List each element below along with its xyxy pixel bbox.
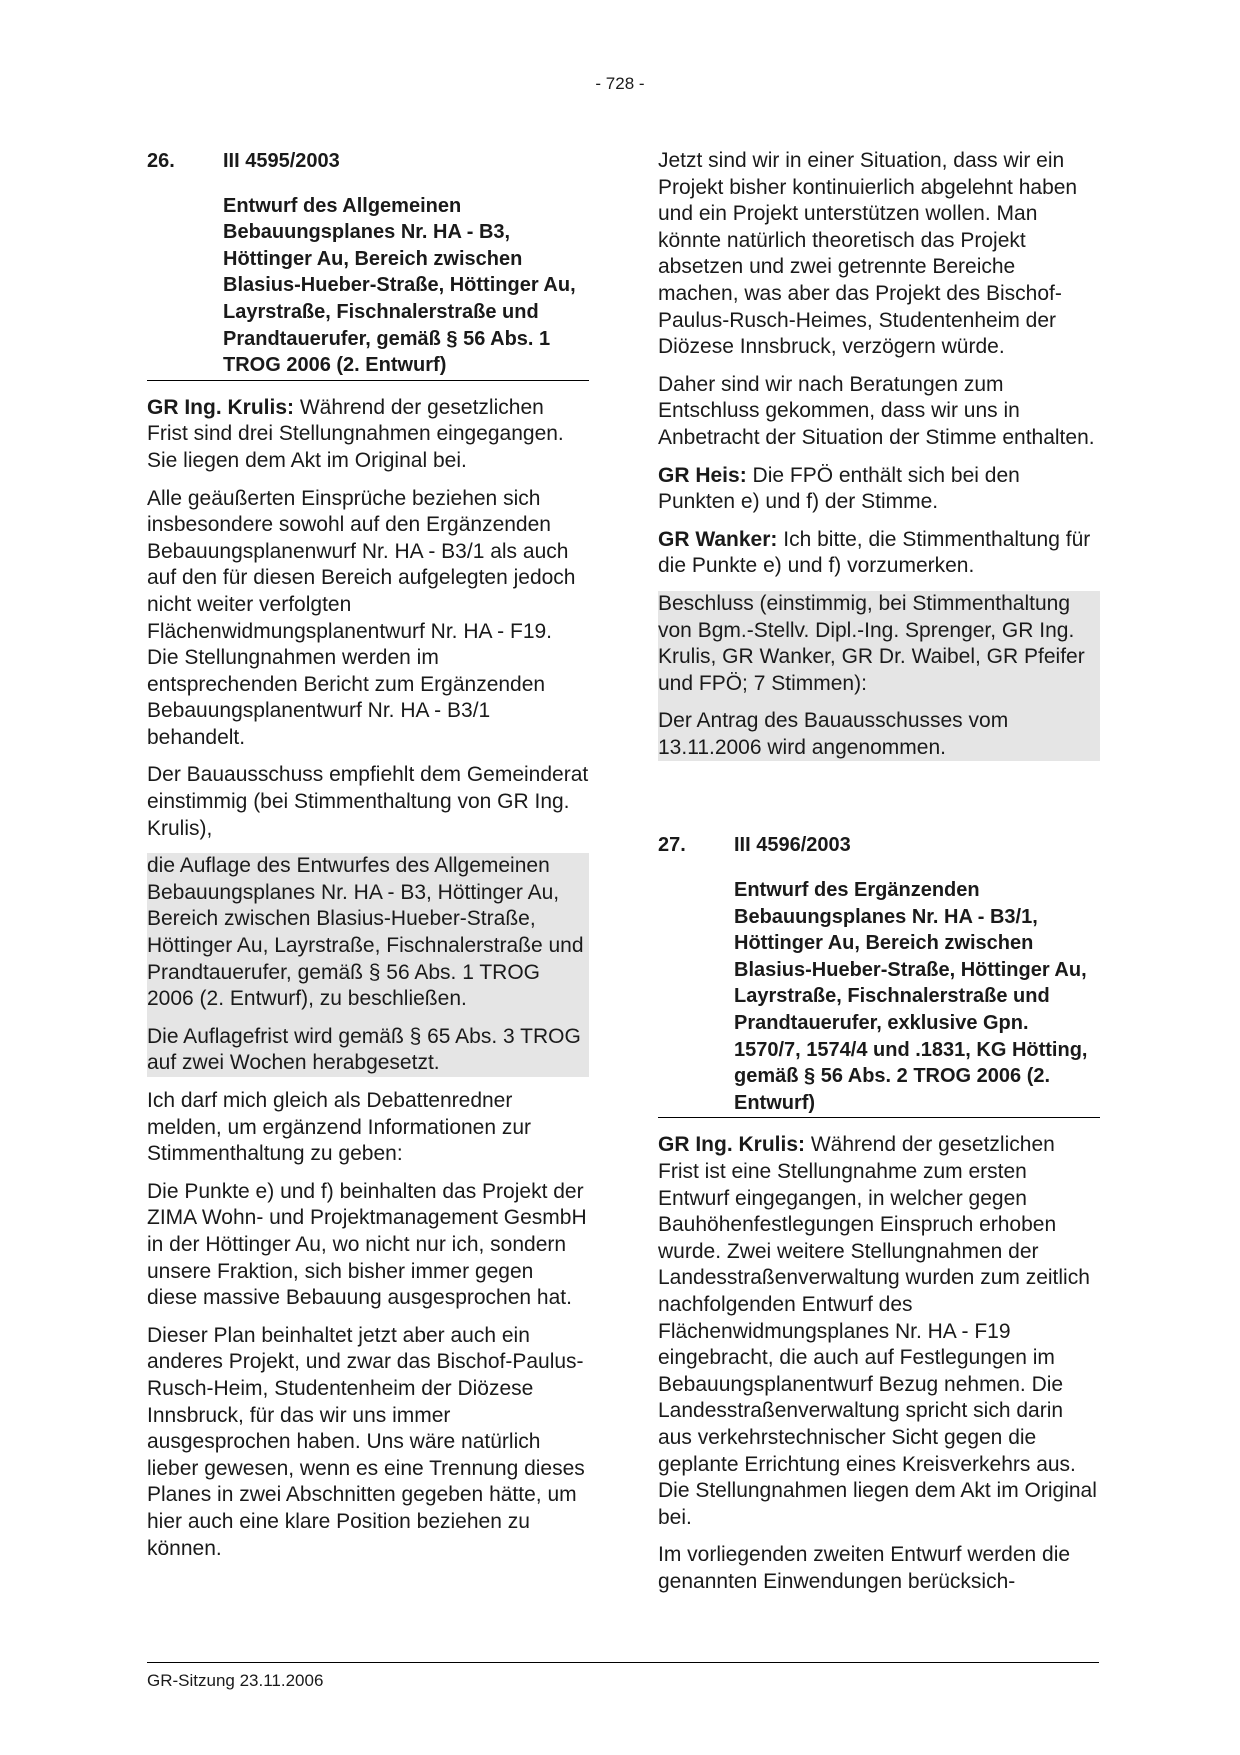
right-column xyxy=(658,148,1100,1607)
agenda-item-number: 26. xyxy=(147,150,175,172)
motion-text: die Auflage des Entwurfes des Allgemeinen Bebauungsplanes Nr. HA - B3, Höttinger Au, Bereich zwischen Blasius-Hueber-Straße, Höttinger Au, Layrstraße, Fischnalerstraße und Prandtauerufer, gemäß § 56 Abs. 1 TROG 2006 (2. Entwurf), zu beschließen. xyxy=(147,854,584,1011)
left-column xyxy=(147,148,589,1573)
statement-text: Ich bitte, die Stimmenthaltung für die Punkte e) und f) vorzumerken. xyxy=(658,527,1091,578)
resolution-box xyxy=(658,591,1100,762)
section-spacer xyxy=(658,772,1100,832)
speaker-name: GR Wanker: xyxy=(658,527,778,551)
text-paragraph: Im vorliegenden zweiten Entwurf werden die genannten Einwendungen berücksich- xyxy=(658,1543,1071,1593)
statement-paragraph xyxy=(658,463,1100,516)
resolution-text: Der Antrag des Bauausschusses vom 13.11.2006 wird angenommen. xyxy=(658,709,1009,759)
statement-paragraph xyxy=(147,395,589,475)
agenda-item-number: 27. xyxy=(658,834,686,857)
speaker-name: GR Heis: xyxy=(658,463,747,487)
text-paragraph: Dieser Plan beinhaltet jetzt aber auch ein anderes Projekt, und zwar das Bischof-Paulus-Rusch-Heim, Studentenheim der Diözese Innsbruck, für das wir uns immer ausgesprochen haben. Uns wäre natürlich lieber gewesen, wenn es eine Trennung dieses Planes in zwei Abschnitten gegeben hätte, um hier auch eine klare Position beziehen zu können. xyxy=(147,1323,585,1560)
speaker-name: GR Ing. Krulis: xyxy=(147,395,294,419)
text-paragraph: Daher sind wir nach Beratungen zum Entschluss gekommen, dass wir uns in Anbetracht der Situation der Stimme enthalten. xyxy=(658,372,1095,449)
text-paragraph: Die Punkte e) und f) beinhalten das Projekt der ZIMA Wohn- und Projektmanagement GesmbH in der Höttinger Au, wo nicht nur ich, sondern unsere Fraktion, sich bisher immer gegen diese massive Bebauung ausgesprochen hat. xyxy=(147,1179,587,1310)
agenda-item-divider xyxy=(658,1117,1100,1118)
agenda-item-title: Entwurf des Ergänzenden Bebauungsplanes Nr. HA - B3/1, Höttinger Au, Bereich zwischen Blasius-Hueber-Straße, Höttinger Au, Layrstraße, Fischnalerstraße und Prandtauerufer, exklusive Gpn. 1570/7, 1574/4 und .1831, KG Hötting, gemäß § 56 Abs. 2 TROG 2006 (2. Entwurf) xyxy=(734,879,1088,1114)
agenda-item-header xyxy=(658,832,1100,859)
text-paragraph: Der Bauausschuss empfiehlt dem Gemeinderat einstimmig (bei Stimmenthaltung von GR Ing. Krulis), xyxy=(147,763,589,840)
motion-text: Die Auflagefrist wird gemäß § 65 Abs. 3 TROG auf zwei Wochen herabgesetzt. xyxy=(147,1024,581,1075)
agenda-item-header xyxy=(147,148,589,175)
statement-text: Während der gesetzlichen Frist ist eine Stellungnahme zum ersten Entwurf eingegangen, in welcher gegen Bauhöhenfestlegungen Einspruch erhoben wurde. Zwei weitere Stellungnahmen der Landesstraßenverwaltung wurden zum zeitlich nachfolgenden Entwurf des Flächenwidmungsplanes Nr. HA - F19 eingebracht, die auch auf Festlegungen im Bebauungsplanentwurf Bezug nehmen. Die Landesstraßenverwaltung spricht sich darin aus verkehrstechnischer Sicht gegen die geplante Errichtung eines Kreisverkehrs aus. Die Stellungnahmen liegen dem Akt im Original bei. xyxy=(658,1133,1097,1529)
agenda-item-divider xyxy=(147,380,589,381)
speaker-name: GR Ing. Krulis: xyxy=(658,1133,805,1157)
page-number: - 728 - xyxy=(595,74,645,93)
statement-paragraph xyxy=(658,527,1100,580)
resolution-text: Beschluss (einstimmig, bei Stimmenthaltung von Bgm.-Stellv. Dipl.-Ing. Sprenger, GR Ing. Krulis, GR Wanker, GR Dr. Waibel, GR Pfeifer und FPÖ; 7 Stimmen): xyxy=(658,591,1085,695)
agenda-item-reference: III 4596/2003 xyxy=(734,834,851,857)
footer-divider xyxy=(147,1662,1099,1663)
text-paragraph: Ich darf mich gleich als Debattenredner melden, um ergänzend Informationen zur Stimmenthaltung zu geben: xyxy=(147,1089,532,1166)
text-paragraph: Alle geäußerten Einsprüche beziehen sich insbesondere sowohl auf den Ergänzenden Bebauungsplanenwurf Nr. HA - B3/1 als auch auf den für diesen Bereich aufgelegten jedoch nicht weiter verfolgten Flächenwidmungsplanentwurf Nr. HA - F19. Die Stellungnahmen werden im entsprechenden Bericht zum Ergänzenden Bebauungsplanentwurf Nr. HA - B3/1 behandelt. xyxy=(147,486,576,749)
statement-text: Während der gesetzlichen Frist sind drei Stellungnahmen eingegangen. Sie liegen dem Akt im Original bei. xyxy=(147,395,564,472)
statement-text: Die FPÖ enthält sich bei den Punkten e) und f) der Stimme. xyxy=(658,463,1020,514)
agenda-item-reference: III 4595/2003 xyxy=(223,150,340,172)
agenda-item-title: Entwurf des Allgemeinen Bebauungsplanes Nr. HA - B3, Höttinger Au, Bereich zwischen Blasius-Hueber-Straße, Höttinger Au, Layrstraße, Fischnalerstraße und Prandtauerufer, gemäß § 56 Abs. 1 TROG 2006 (2. Entwurf) xyxy=(223,194,576,377)
motion-box xyxy=(147,853,589,1077)
statement-paragraph xyxy=(658,1132,1100,1531)
text-paragraph: Jetzt sind wir in einer Situation, dass wir ein Projekt bisher kontinuierlich abgelehnt haben und ein Projekt unterstützen wollen. Man könnte natürlich theoretisch das Projekt absetzen und zwei getrennte Bereiche machen, was aber das Projekt des Bischof-Paulus-Rusch-Heimes, Studentenheim der Diözese Innsbruck, verzögern würde. xyxy=(658,149,1078,359)
footer-session-date: GR-Sitzung 23.11.2006 xyxy=(147,1671,324,1690)
